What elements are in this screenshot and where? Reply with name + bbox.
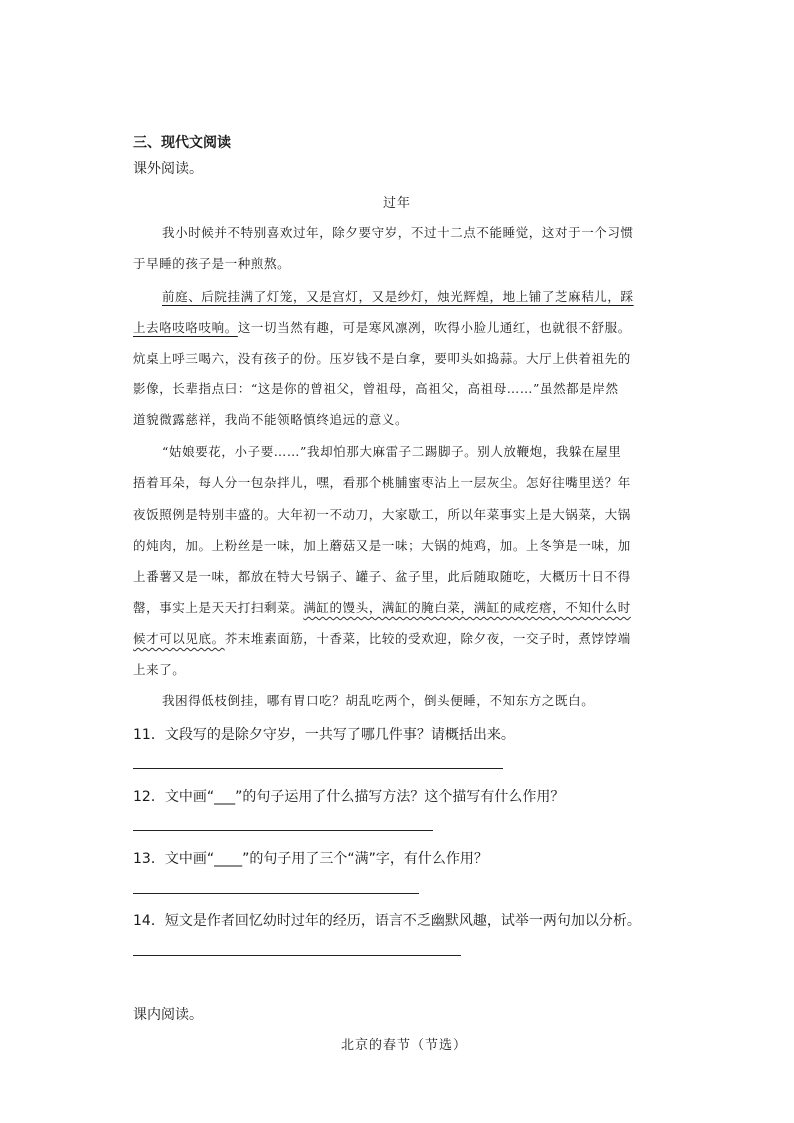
- underlined-sentence: 前庭、后院挂满了灯笼，又是宫灯，又是纱灯，烛光辉煌，地上铺了芝麻秸儿，踩: [162, 289, 634, 304]
- question-number: 12．: [133, 789, 165, 805]
- question-text: 文中画“: [164, 851, 215, 867]
- passage-line: 上来了。: [133, 662, 186, 677]
- underline-mark: ____: [214, 851, 243, 867]
- question-text: 短文是作者回忆幼时过年的经历，语言不乏幽默风趣，试举一两句加以分析。: [164, 913, 641, 929]
- passage-line: 道貌微露慈祥，我尚不能领略慎终追远的意义。: [133, 412, 409, 427]
- passage-line: 上番薯又是一味，都放在特大号锅子、罐子、盆子里，此后随取随吃，大概历十日不得: [133, 569, 631, 584]
- question-12: [133, 786, 564, 806]
- section-heading: 三、现代文阅读: [133, 135, 231, 151]
- passage-line: “姑娘要花，小子要……”我却怕那大麻雷子二踢脚子。别人放鞭炮，我躲在屋里: [162, 444, 622, 459]
- answer-line[interactable]: [133, 768, 503, 769]
- passage-line: 夜饭照例是特别丰盛的。大年初一不动刀，大家歇工，所以年菜事实上是大锅菜，大锅: [133, 507, 631, 522]
- passage-line: [133, 629, 631, 647]
- passage-line: [133, 598, 631, 616]
- question-text: 文中画“: [164, 789, 215, 805]
- wavy-underlined-sentence-end: 候才可以见底。: [133, 631, 225, 646]
- passage-title: 过年: [383, 196, 412, 211]
- question-text-rest: ”的句子用了三个“满”字，有什么作用？: [242, 851, 488, 867]
- question-number: 13．: [133, 851, 165, 867]
- passage-line: 我困得低枝倒挂，哪有胃口吃？胡乱吃两个，倒头便睡，不知东方之既白。: [162, 693, 595, 708]
- question-11: [133, 724, 515, 744]
- passage-line: 捂着耳朵，每人分一包杂拌儿，嘿，看那个桃脯蜜枣沾上一层灰尘。怎好往嘴里送？年: [133, 475, 631, 490]
- inside-reading-label: 课内阅读。: [133, 1007, 203, 1023]
- answer-line[interactable]: [133, 830, 433, 831]
- question-13: [133, 848, 488, 868]
- question-number: 11．: [133, 727, 165, 743]
- passage-line-start: 罄，事实上是天天打扫剩菜。: [133, 600, 304, 615]
- underlined-sentence-end: 上去咯吱咯吱响。: [133, 320, 238, 335]
- question-14: [133, 910, 641, 930]
- passage-line: [133, 318, 631, 336]
- passage-line-rest: 芥末堆素面筋，十香菜，比较的受欢迎，除夕夜，一交子时，煮饽饽端: [224, 631, 631, 646]
- passage-line: 影像，长辈指点曰：“这是你的曾祖父，曾祖母，高祖父，高祖母……”虽然都是岸然: [133, 381, 619, 396]
- passage2-title: 北京的春节（节选）: [341, 1038, 468, 1053]
- question-number: 14．: [133, 913, 165, 929]
- question-text: 文段写的是除夕守岁，一共写了哪几件事？请概括出来。: [164, 727, 515, 743]
- answer-line[interactable]: [133, 955, 461, 956]
- wavy-underlined-sentence: 满缸的馒头，满缸的腌白菜，满缸的咸疙瘩，不知什么时: [303, 600, 631, 615]
- outside-reading-label: 课外阅读。: [133, 161, 203, 177]
- passage-line-rest: 这一切当然有趣，可是寒风凛冽，吹得小脸儿通红，也就很不舒服。: [237, 320, 631, 335]
- passage-line: 的炖肉，加。上粉丝是一味，加上蘑菇又是一味；大锅的炖鸡，加。上冬笋是一味，加: [133, 538, 631, 553]
- passage-line: 炕桌上呼三喝六，没有孩子的份。压岁钱不是白拿，要叩头如捣蒜。大厅上供着祖先的: [133, 351, 631, 366]
- passage-line: 我小时候并不特别喜欢过年，除夕要守岁，不过十二点不能睡觉，这对于一个习惯: [162, 225, 634, 240]
- underline-mark: ___: [214, 789, 236, 805]
- answer-line[interactable]: [133, 893, 419, 894]
- passage-line: 于早睡的孩子是一种煎熬。: [133, 256, 291, 271]
- question-text-rest: ”的句子运用了什么描写方法？这个描写有什么作用？: [235, 789, 565, 805]
